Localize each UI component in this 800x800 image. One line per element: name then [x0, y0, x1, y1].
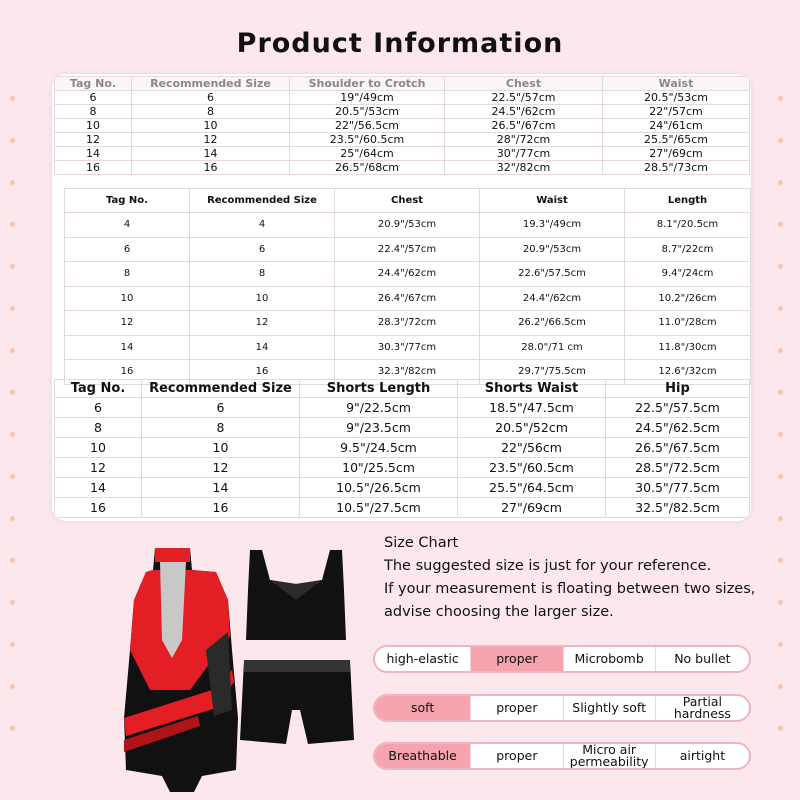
- table-cell: 30"/77cm: [445, 147, 603, 161]
- table-row: [55, 133, 750, 147]
- header-cell: Tag No.: [55, 380, 142, 398]
- table-cell: 10: [190, 286, 335, 311]
- table-cell: 22.5"/57.5cm: [606, 398, 750, 418]
- table-cell: 6: [55, 91, 132, 105]
- table-row: [55, 398, 750, 418]
- property-cell: Microbomb: [563, 647, 655, 671]
- table-row: [55, 161, 750, 175]
- table-row: [65, 213, 751, 238]
- table-cell: 16: [142, 498, 300, 518]
- table-row: [55, 119, 750, 133]
- header-cell: Recommended Size: [132, 77, 290, 91]
- page-title: Product Information: [236, 28, 564, 59]
- property-cell: No bullet: [655, 647, 749, 671]
- property-cell: Partial hardness: [655, 696, 749, 720]
- size-chart-notes: [384, 532, 784, 624]
- table-cell: 4: [190, 213, 335, 238]
- property-cell: Slightly soft: [563, 696, 655, 720]
- table-cell: 9"/23.5cm: [300, 418, 458, 438]
- table-cell: 9"/22.5cm: [300, 398, 458, 418]
- property-cell: proper: [470, 696, 562, 720]
- table-cell: 14: [142, 478, 300, 498]
- table-cell: 23.5"/60.5cm: [290, 133, 445, 147]
- property-cell: proper: [470, 744, 562, 768]
- table-cell: 22.5"/57cm: [445, 91, 603, 105]
- table-cell: 27"/69cm: [603, 147, 750, 161]
- right-dot-border: [778, 0, 792, 800]
- table-cell: 14: [132, 147, 290, 161]
- table-cell: 22"/56cm: [458, 438, 606, 458]
- table-cell: 18.5"/47.5cm: [458, 398, 606, 418]
- table-cell: 12: [55, 458, 142, 478]
- table-cell: 10.2"/26cm: [625, 286, 751, 311]
- table-cell: 28"/72cm: [445, 133, 603, 147]
- size-chart-note: advise choosing the larger size.: [384, 604, 614, 620]
- table-cell: 26.5"/67cm: [445, 119, 603, 133]
- table-row: [55, 91, 750, 105]
- table-cell: 10: [132, 119, 290, 133]
- table-cell: 22.6"/57.5cm: [480, 262, 625, 287]
- table-cell: 28.5"/73cm: [603, 161, 750, 175]
- header-cell: Recommended Size: [142, 380, 300, 398]
- table-row: [65, 237, 751, 262]
- table-cell: 9.5"/24.5cm: [300, 438, 458, 458]
- table-cell: 11.0"/28cm: [625, 311, 751, 336]
- table-row: [55, 498, 750, 518]
- table-cell: 16: [132, 161, 290, 175]
- table-cell: 24.4"/62cm: [480, 286, 625, 311]
- table-cell: 25.5"/64.5cm: [458, 478, 606, 498]
- table-cell: 20.9"/53cm: [480, 237, 625, 262]
- table-cell: 24.5"/62cm: [445, 105, 603, 119]
- header-cell: Tag No.: [55, 77, 132, 91]
- table-cell: 8: [142, 418, 300, 438]
- header-cell: Length: [625, 189, 751, 213]
- table-row: [55, 105, 750, 119]
- table-cell: 25.5"/65cm: [603, 133, 750, 147]
- table-cell: 10.5"/26.5cm: [300, 478, 458, 498]
- table-cell: 26.5"/67.5cm: [606, 438, 750, 458]
- table-cell: 10: [55, 438, 142, 458]
- property-cell: Breathable: [375, 744, 470, 768]
- table-cell: 10"/25.5cm: [300, 458, 458, 478]
- table-row: [65, 335, 751, 360]
- table-cell: 30.3"/77cm: [335, 335, 480, 360]
- table-cell: 20.5"/52cm: [458, 418, 606, 438]
- table-cell: 12: [142, 458, 300, 478]
- property-cell: airtight: [655, 744, 749, 768]
- table-cell: 16: [55, 498, 142, 518]
- table-cell: 32.5"/82.5cm: [606, 498, 750, 518]
- table-row: [55, 458, 750, 478]
- table-header-row: [65, 189, 751, 213]
- shorts-image: [240, 660, 354, 744]
- table-cell: 28.3"/72cm: [335, 311, 480, 336]
- table-cell: 14: [190, 335, 335, 360]
- shorts-size-table: [54, 379, 750, 518]
- table-cell: 29.7"/75.5cm: [480, 360, 625, 385]
- table-cell: 14: [65, 335, 190, 360]
- header-cell: Shoulder to Crotch: [290, 77, 445, 91]
- table-cell: 12: [65, 311, 190, 336]
- table-cell: 6: [142, 398, 300, 418]
- table-cell: 6: [190, 237, 335, 262]
- table-cell: 24.5"/62.5cm: [606, 418, 750, 438]
- table-cell: 19"/49cm: [290, 91, 445, 105]
- table-cell: 16: [190, 360, 335, 385]
- header-cell: Tag No.: [65, 189, 190, 213]
- header-cell: Waist: [480, 189, 625, 213]
- leotard-image: [124, 548, 238, 792]
- table-cell: 23.5"/60.5cm: [458, 458, 606, 478]
- table-cell: 30.5"/77.5cm: [606, 478, 750, 498]
- header-cell: Chest: [335, 189, 480, 213]
- table-cell: 32.3"/82cm: [335, 360, 480, 385]
- table-cell: 28.0"/71 cm: [480, 335, 625, 360]
- table-cell: 24.4"/62cm: [335, 262, 480, 287]
- table-cell: 10: [55, 119, 132, 133]
- table-cell: 8: [190, 262, 335, 287]
- table-cell: 11.8"/30cm: [625, 335, 751, 360]
- table-row: [55, 478, 750, 498]
- table-cell: 25"/64cm: [290, 147, 445, 161]
- header-cell: Hip: [606, 380, 750, 398]
- table-cell: 12.6"/32cm: [625, 360, 751, 385]
- table-cell: 22.4"/57cm: [335, 237, 480, 262]
- table-cell: 6: [132, 91, 290, 105]
- table-cell: 20.5"/53cm: [603, 91, 750, 105]
- property-cell: soft: [375, 696, 470, 720]
- table-row: [65, 262, 751, 287]
- table-header-row: [55, 77, 750, 91]
- table-cell: 22"/56.5cm: [290, 119, 445, 133]
- table-cell: 10: [65, 286, 190, 311]
- table-header-row: [55, 380, 750, 398]
- table-cell: 16: [65, 360, 190, 385]
- table-cell: 14: [55, 478, 142, 498]
- table-cell: 20.9"/53cm: [335, 213, 480, 238]
- breathability-row: [373, 742, 751, 770]
- table-cell: 26.5"/68cm: [290, 161, 445, 175]
- table-cell: 12: [190, 311, 335, 336]
- property-cell: proper: [470, 647, 562, 671]
- table-cell: 14: [55, 147, 132, 161]
- property-cell: Micro air permeability: [563, 744, 655, 768]
- elasticity-row: [373, 645, 751, 673]
- table-cell: 26.4"/67cm: [335, 286, 480, 311]
- header-cell: Shorts Length: [300, 380, 458, 398]
- property-cell: high-elastic: [386, 651, 459, 666]
- table-cell: 6: [65, 237, 190, 262]
- crop-top-image: [246, 550, 346, 640]
- header-cell: Waist: [603, 77, 750, 91]
- table-row: [55, 147, 750, 161]
- softness-row: [373, 694, 751, 722]
- table-cell: 20.5"/53cm: [290, 105, 445, 119]
- size-chart-note: If your measurement is floating between two sizes,: [384, 581, 756, 597]
- table-cell: 10: [142, 438, 300, 458]
- table-cell: 22"/57cm: [603, 105, 750, 119]
- header-cell: Shorts Waist: [458, 380, 606, 398]
- table-row: [55, 438, 750, 458]
- header-cell: Recommended Size: [190, 189, 335, 213]
- table-cell: 8: [55, 105, 132, 119]
- table-cell: 26.2"/66.5cm: [480, 311, 625, 336]
- table-cell: 10.5"/27.5cm: [300, 498, 458, 518]
- table-cell: 8: [132, 105, 290, 119]
- table-cell: 6: [55, 398, 142, 418]
- product-illustration: [120, 540, 370, 795]
- table-cell: 9.4"/24cm: [625, 262, 751, 287]
- table-cell: 19.3"/49cm: [480, 213, 625, 238]
- table-cell: 27"/69cm: [458, 498, 606, 518]
- size-chart-heading: Size Chart: [384, 535, 459, 551]
- table-cell: 32"/82cm: [445, 161, 603, 175]
- table-cell: 28.5"/72.5cm: [606, 458, 750, 478]
- table-cell: 24"/61cm: [603, 119, 750, 133]
- table-cell: 8.7"/22cm: [625, 237, 751, 262]
- header-cell: Chest: [445, 77, 603, 91]
- table-cell: 12: [132, 133, 290, 147]
- table-cell: 8: [55, 418, 142, 438]
- table-cell: 12: [55, 133, 132, 147]
- table-row: [65, 311, 751, 336]
- size-chart-note: The suggested size is just for your reference.: [384, 558, 712, 574]
- crop-top-size-table: [64, 188, 751, 385]
- table-row: [55, 418, 750, 438]
- leotard-size-table: [54, 76, 750, 175]
- size-tables-card: [52, 74, 751, 521]
- left-dot-border: [10, 0, 24, 800]
- table-cell: 4: [65, 213, 190, 238]
- table-cell: 8: [65, 262, 190, 287]
- table-cell: 8.1"/20.5cm: [625, 213, 751, 238]
- table-cell: 16: [55, 161, 132, 175]
- table-row: [65, 286, 751, 311]
